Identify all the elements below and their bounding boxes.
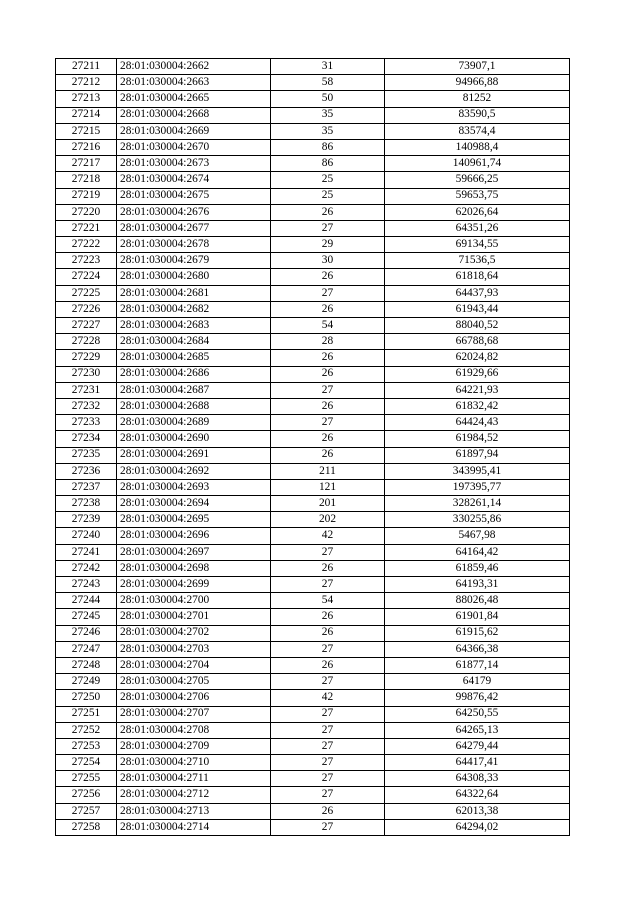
cadastral-number-cell: 28:01:030004:2679 bbox=[117, 253, 271, 269]
cadastral-number-cell: 28:01:030004:2686 bbox=[117, 366, 271, 382]
area-cell: 42 bbox=[271, 690, 385, 706]
cadastral-number-cell: 28:01:030004:2685 bbox=[117, 350, 271, 366]
cadastral-value-cell: 61897,94 bbox=[385, 447, 570, 463]
row-number-cell: 27243 bbox=[56, 577, 117, 593]
area-cell: 50 bbox=[271, 91, 385, 107]
cadastral-value-cell: 64279,44 bbox=[385, 738, 570, 754]
area-cell: 86 bbox=[271, 156, 385, 172]
cadastral-number-cell: 28:01:030004:2668 bbox=[117, 107, 271, 123]
cadastral-value-cell: 64424,43 bbox=[385, 415, 570, 431]
cadastral-number-cell: 28:01:030004:2676 bbox=[117, 204, 271, 220]
cadastral-number-cell: 28:01:030004:2681 bbox=[117, 285, 271, 301]
table-body bbox=[56, 59, 570, 836]
cadastral-number-cell: 28:01:030004:2705 bbox=[117, 674, 271, 690]
area-cell: 29 bbox=[271, 237, 385, 253]
row-number-cell: 27241 bbox=[56, 544, 117, 560]
area-cell: 35 bbox=[271, 107, 385, 123]
table-row bbox=[56, 641, 570, 657]
cadastral-number-cell: 28:01:030004:2678 bbox=[117, 237, 271, 253]
cadastral-number-cell: 28:01:030004:2675 bbox=[117, 188, 271, 204]
table-row bbox=[56, 787, 570, 803]
row-number-cell: 27215 bbox=[56, 123, 117, 139]
area-cell: 201 bbox=[271, 496, 385, 512]
table-row bbox=[56, 674, 570, 690]
area-cell: 86 bbox=[271, 139, 385, 155]
area-cell: 28 bbox=[271, 334, 385, 350]
area-cell: 42 bbox=[271, 528, 385, 544]
cadastral-number-cell: 28:01:030004:2706 bbox=[117, 690, 271, 706]
row-number-cell: 27239 bbox=[56, 512, 117, 528]
table-row bbox=[56, 625, 570, 641]
cadastral-value-cell: 330255,86 bbox=[385, 512, 570, 528]
area-cell: 26 bbox=[271, 431, 385, 447]
table-row bbox=[56, 107, 570, 123]
cadastral-number-cell: 28:01:030004:2677 bbox=[117, 220, 271, 236]
area-cell: 54 bbox=[271, 593, 385, 609]
row-number-cell: 27223 bbox=[56, 253, 117, 269]
cadastral-number-cell: 28:01:030004:2663 bbox=[117, 75, 271, 91]
area-cell: 27 bbox=[271, 382, 385, 398]
cadastral-value-cell: 64351,26 bbox=[385, 220, 570, 236]
table-row bbox=[56, 771, 570, 787]
area-cell: 58 bbox=[271, 75, 385, 91]
table-row bbox=[56, 528, 570, 544]
area-cell: 25 bbox=[271, 172, 385, 188]
table-row bbox=[56, 431, 570, 447]
row-number-cell: 27216 bbox=[56, 139, 117, 155]
cadastral-value-cell: 64265,13 bbox=[385, 722, 570, 738]
table-row bbox=[56, 593, 570, 609]
row-number-cell: 27214 bbox=[56, 107, 117, 123]
cadastral-number-cell: 28:01:030004:2710 bbox=[117, 755, 271, 771]
table-row bbox=[56, 560, 570, 576]
area-cell: 202 bbox=[271, 512, 385, 528]
cadastral-value-cell: 64417,41 bbox=[385, 755, 570, 771]
row-number-cell: 27255 bbox=[56, 771, 117, 787]
cadastral-value-cell: 64294,02 bbox=[385, 819, 570, 835]
table-row bbox=[56, 738, 570, 754]
cadastral-number-cell: 28:01:030004:2709 bbox=[117, 738, 271, 754]
table-row bbox=[56, 204, 570, 220]
area-cell: 27 bbox=[271, 738, 385, 754]
area-cell: 26 bbox=[271, 657, 385, 673]
row-number-cell: 27236 bbox=[56, 463, 117, 479]
cadastral-value-cell: 88026,48 bbox=[385, 593, 570, 609]
area-cell: 26 bbox=[271, 803, 385, 819]
cadastral-value-cell: 64193,31 bbox=[385, 577, 570, 593]
row-number-cell: 27220 bbox=[56, 204, 117, 220]
row-number-cell: 27244 bbox=[56, 593, 117, 609]
cadastral-value-cell: 62024,82 bbox=[385, 350, 570, 366]
area-cell: 54 bbox=[271, 318, 385, 334]
row-number-cell: 27247 bbox=[56, 641, 117, 657]
cadastral-number-cell: 28:01:030004:2696 bbox=[117, 528, 271, 544]
area-cell: 30 bbox=[271, 253, 385, 269]
cadastral-number-cell: 28:01:030004:2673 bbox=[117, 156, 271, 172]
table-row bbox=[56, 755, 570, 771]
cadastral-number-cell: 28:01:030004:2674 bbox=[117, 172, 271, 188]
cadastral-value-cell: 343995,41 bbox=[385, 463, 570, 479]
cadastral-number-cell: 28:01:030004:2695 bbox=[117, 512, 271, 528]
table-row bbox=[56, 463, 570, 479]
table-row bbox=[56, 237, 570, 253]
cadastral-value-cell: 64179 bbox=[385, 674, 570, 690]
cadastral-number-cell: 28:01:030004:2690 bbox=[117, 431, 271, 447]
cadastral-number-cell: 28:01:030004:2708 bbox=[117, 722, 271, 738]
row-number-cell: 27251 bbox=[56, 706, 117, 722]
area-cell: 35 bbox=[271, 123, 385, 139]
row-number-cell: 27245 bbox=[56, 609, 117, 625]
cadastral-number-cell: 28:01:030004:2683 bbox=[117, 318, 271, 334]
row-number-cell: 27217 bbox=[56, 156, 117, 172]
table-row bbox=[56, 318, 570, 334]
cadastral-number-cell: 28:01:030004:2687 bbox=[117, 382, 271, 398]
cadastral-number-cell: 28:01:030004:2702 bbox=[117, 625, 271, 641]
row-number-cell: 27257 bbox=[56, 803, 117, 819]
table-row bbox=[56, 609, 570, 625]
table-row bbox=[56, 577, 570, 593]
cadastral-value-cell: 64366,38 bbox=[385, 641, 570, 657]
table-row bbox=[56, 188, 570, 204]
cadastral-value-cell: 81252 bbox=[385, 91, 570, 107]
area-cell: 27 bbox=[271, 220, 385, 236]
cadastral-number-cell: 28:01:030004:2704 bbox=[117, 657, 271, 673]
cadastral-number-cell: 28:01:030004:2697 bbox=[117, 544, 271, 560]
row-number-cell: 27212 bbox=[56, 75, 117, 91]
row-number-cell: 27231 bbox=[56, 382, 117, 398]
table-row bbox=[56, 172, 570, 188]
cadastral-value-cell: 83574,4 bbox=[385, 123, 570, 139]
table-row bbox=[56, 366, 570, 382]
area-cell: 211 bbox=[271, 463, 385, 479]
row-number-cell: 27225 bbox=[56, 285, 117, 301]
area-cell: 27 bbox=[271, 674, 385, 690]
row-number-cell: 27227 bbox=[56, 318, 117, 334]
cadastral-value-cell: 61818,64 bbox=[385, 269, 570, 285]
area-cell: 27 bbox=[271, 787, 385, 803]
row-number-cell: 27240 bbox=[56, 528, 117, 544]
area-cell: 27 bbox=[271, 641, 385, 657]
row-number-cell: 27234 bbox=[56, 431, 117, 447]
table-row bbox=[56, 253, 570, 269]
row-number-cell: 27242 bbox=[56, 560, 117, 576]
cadastral-value-cell: 66788,68 bbox=[385, 334, 570, 350]
table-row bbox=[56, 382, 570, 398]
cadastral-value-cell: 5467,98 bbox=[385, 528, 570, 544]
table-row bbox=[56, 447, 570, 463]
table-row bbox=[56, 285, 570, 301]
area-cell: 26 bbox=[271, 269, 385, 285]
table-row bbox=[56, 269, 570, 285]
cadastral-value-cell: 64322,64 bbox=[385, 787, 570, 803]
cadastral-number-cell: 28:01:030004:2670 bbox=[117, 139, 271, 155]
row-number-cell: 27211 bbox=[56, 59, 117, 75]
cadastral-value-cell: 71536,5 bbox=[385, 253, 570, 269]
table-row bbox=[56, 706, 570, 722]
row-number-cell: 27252 bbox=[56, 722, 117, 738]
table-row bbox=[56, 334, 570, 350]
cadastral-number-cell: 28:01:030004:2700 bbox=[117, 593, 271, 609]
table-row bbox=[56, 479, 570, 495]
row-number-cell: 27218 bbox=[56, 172, 117, 188]
row-number-cell: 27219 bbox=[56, 188, 117, 204]
cadastral-value-cell: 61943,44 bbox=[385, 301, 570, 317]
cadastral-value-cell: 94966,88 bbox=[385, 75, 570, 91]
row-number-cell: 27224 bbox=[56, 269, 117, 285]
cadastral-value-cell: 140988,4 bbox=[385, 139, 570, 155]
area-cell: 26 bbox=[271, 366, 385, 382]
cadastral-value-cell: 62013,38 bbox=[385, 803, 570, 819]
table-row bbox=[56, 123, 570, 139]
row-number-cell: 27229 bbox=[56, 350, 117, 366]
cadastral-number-cell: 28:01:030004:2689 bbox=[117, 415, 271, 431]
row-number-cell: 27222 bbox=[56, 237, 117, 253]
cadastral-value-cell: 73907,1 bbox=[385, 59, 570, 75]
area-cell: 25 bbox=[271, 188, 385, 204]
table-row bbox=[56, 819, 570, 835]
row-number-cell: 27238 bbox=[56, 496, 117, 512]
cadastral-value-cell: 64250,55 bbox=[385, 706, 570, 722]
area-cell: 27 bbox=[271, 722, 385, 738]
table-row bbox=[56, 722, 570, 738]
cadastral-number-cell: 28:01:030004:2693 bbox=[117, 479, 271, 495]
cadastral-value-table bbox=[55, 58, 570, 836]
cadastral-value-cell: 61915,62 bbox=[385, 625, 570, 641]
cadastral-number-cell: 28:01:030004:2669 bbox=[117, 123, 271, 139]
cadastral-number-cell: 28:01:030004:2712 bbox=[117, 787, 271, 803]
area-cell: 26 bbox=[271, 204, 385, 220]
row-number-cell: 27250 bbox=[56, 690, 117, 706]
table-row bbox=[56, 301, 570, 317]
cadastral-value-cell: 62026,64 bbox=[385, 204, 570, 220]
cadastral-value-cell: 61901,84 bbox=[385, 609, 570, 625]
table-row bbox=[56, 59, 570, 75]
cadastral-value-cell: 328261,14 bbox=[385, 496, 570, 512]
cadastral-value-cell: 59653,75 bbox=[385, 188, 570, 204]
cadastral-number-cell: 28:01:030004:2682 bbox=[117, 301, 271, 317]
table-row bbox=[56, 91, 570, 107]
cadastral-value-cell: 61859,46 bbox=[385, 560, 570, 576]
cadastral-number-cell: 28:01:030004:2694 bbox=[117, 496, 271, 512]
table-row bbox=[56, 350, 570, 366]
area-cell: 121 bbox=[271, 479, 385, 495]
row-number-cell: 27246 bbox=[56, 625, 117, 641]
cadastral-number-cell: 28:01:030004:2665 bbox=[117, 91, 271, 107]
row-number-cell: 27235 bbox=[56, 447, 117, 463]
cadastral-number-cell: 28:01:030004:2701 bbox=[117, 609, 271, 625]
table-row bbox=[56, 657, 570, 673]
cadastral-value-cell: 61929,66 bbox=[385, 366, 570, 382]
area-cell: 27 bbox=[271, 771, 385, 787]
area-cell: 27 bbox=[271, 415, 385, 431]
row-number-cell: 27228 bbox=[56, 334, 117, 350]
table-row bbox=[56, 803, 570, 819]
cadastral-value-cell: 64308,33 bbox=[385, 771, 570, 787]
row-number-cell: 27249 bbox=[56, 674, 117, 690]
cadastral-value-cell: 64164,42 bbox=[385, 544, 570, 560]
cadastral-value-cell: 61832,42 bbox=[385, 398, 570, 414]
table-row bbox=[56, 512, 570, 528]
table-row bbox=[56, 415, 570, 431]
cadastral-number-cell: 28:01:030004:2662 bbox=[117, 59, 271, 75]
cadastral-number-cell: 28:01:030004:2713 bbox=[117, 803, 271, 819]
cadastral-value-cell: 64221,93 bbox=[385, 382, 570, 398]
cadastral-value-cell: 140961,74 bbox=[385, 156, 570, 172]
cadastral-value-cell: 88040,52 bbox=[385, 318, 570, 334]
cadastral-number-cell: 28:01:030004:2703 bbox=[117, 641, 271, 657]
cadastral-number-cell: 28:01:030004:2692 bbox=[117, 463, 271, 479]
row-number-cell: 27253 bbox=[56, 738, 117, 754]
row-number-cell: 27237 bbox=[56, 479, 117, 495]
cadastral-value-cell: 64437,93 bbox=[385, 285, 570, 301]
cadastral-number-cell: 28:01:030004:2707 bbox=[117, 706, 271, 722]
area-cell: 26 bbox=[271, 625, 385, 641]
area-cell: 31 bbox=[271, 59, 385, 75]
cadastral-number-cell: 28:01:030004:2714 bbox=[117, 819, 271, 835]
row-number-cell: 27258 bbox=[56, 819, 117, 835]
cadastral-value-cell: 83590,5 bbox=[385, 107, 570, 123]
row-number-cell: 27226 bbox=[56, 301, 117, 317]
cadastral-value-cell: 59666,25 bbox=[385, 172, 570, 188]
area-cell: 26 bbox=[271, 301, 385, 317]
area-cell: 26 bbox=[271, 350, 385, 366]
table-row bbox=[56, 496, 570, 512]
cadastral-value-cell: 99876,42 bbox=[385, 690, 570, 706]
row-number-cell: 27248 bbox=[56, 657, 117, 673]
row-number-cell: 27232 bbox=[56, 398, 117, 414]
table-row bbox=[56, 544, 570, 560]
table-row bbox=[56, 139, 570, 155]
row-number-cell: 27256 bbox=[56, 787, 117, 803]
cadastral-number-cell: 28:01:030004:2680 bbox=[117, 269, 271, 285]
table-row bbox=[56, 398, 570, 414]
area-cell: 27 bbox=[271, 819, 385, 835]
cadastral-value-cell: 61877,14 bbox=[385, 657, 570, 673]
cadastral-number-cell: 28:01:030004:2699 bbox=[117, 577, 271, 593]
table-row bbox=[56, 156, 570, 172]
row-number-cell: 27254 bbox=[56, 755, 117, 771]
cadastral-number-cell: 28:01:030004:2698 bbox=[117, 560, 271, 576]
row-number-cell: 27233 bbox=[56, 415, 117, 431]
area-cell: 26 bbox=[271, 560, 385, 576]
row-number-cell: 27230 bbox=[56, 366, 117, 382]
area-cell: 27 bbox=[271, 755, 385, 771]
area-cell: 26 bbox=[271, 447, 385, 463]
area-cell: 26 bbox=[271, 398, 385, 414]
cadastral-number-cell: 28:01:030004:2691 bbox=[117, 447, 271, 463]
cadastral-number-cell: 28:01:030004:2711 bbox=[117, 771, 271, 787]
table-row bbox=[56, 75, 570, 91]
area-cell: 27 bbox=[271, 285, 385, 301]
table-row bbox=[56, 220, 570, 236]
cadastral-value-cell: 61984,52 bbox=[385, 431, 570, 447]
area-cell: 27 bbox=[271, 577, 385, 593]
area-cell: 26 bbox=[271, 609, 385, 625]
row-number-cell: 27213 bbox=[56, 91, 117, 107]
cadastral-number-cell: 28:01:030004:2684 bbox=[117, 334, 271, 350]
table-row bbox=[56, 690, 570, 706]
row-number-cell: 27221 bbox=[56, 220, 117, 236]
area-cell: 27 bbox=[271, 706, 385, 722]
cadastral-value-cell: 197395,77 bbox=[385, 479, 570, 495]
cadastral-number-cell: 28:01:030004:2688 bbox=[117, 398, 271, 414]
cadastral-value-cell: 69134,55 bbox=[385, 237, 570, 253]
area-cell: 27 bbox=[271, 544, 385, 560]
